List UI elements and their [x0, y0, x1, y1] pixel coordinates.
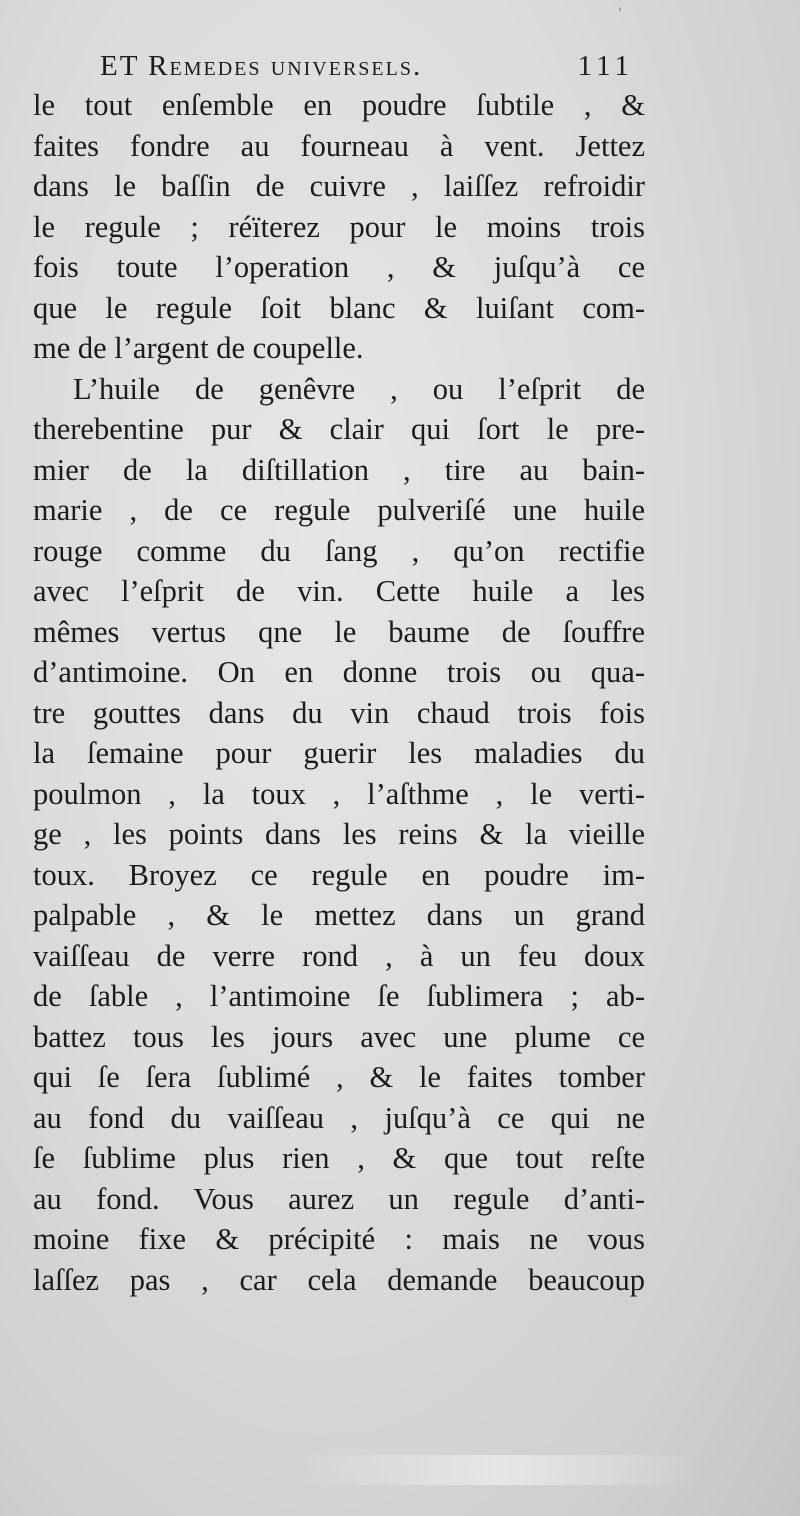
text-line: tre gouttes dans du vin chaud trois fois	[33, 695, 645, 730]
text-line: poulmon , la toux , l’aſthme , le verti-	[33, 776, 645, 811]
text-line: fois toute l’operation , & juſqu’à ce	[33, 250, 645, 284]
text-line: palpable , & le mettez dans un grand	[33, 898, 645, 932]
text-line: mêmes vertus qne le baume de ſouffre	[33, 614, 645, 649]
text-line: rouge comme du ſang , qu’on rectifie	[33, 533, 645, 568]
text-line: de ſable , l’antimoine ſe ſublimera ; ab-	[33, 979, 645, 1013]
running-head-title: ET Remedes universels.	[100, 50, 423, 82]
text-line: vaiſſeau de verre rond , à un feu doux	[33, 938, 645, 973]
page-number: 111	[577, 50, 634, 82]
text-line: d’antimoine. On en donne trois ou qua-	[33, 655, 645, 689]
text-line: ge , les points dans les reins & la vieille	[33, 817, 645, 851]
text-line: ſe ſublime plus rien , & que tout reſte	[33, 1141, 645, 1175]
text-line: moine fixe & précipité : mais ne vous	[33, 1222, 645, 1256]
text-line: mier de la diſtillation , tire au bain-	[33, 452, 645, 487]
text-line: avec l’eſprit de vin. Cette huile a les	[33, 574, 645, 608]
text-line: que le regule ſoit blanc & luiſant com-	[33, 290, 645, 325]
text-line: dans le baſſin de cuivre , laiſſez refroidir	[33, 169, 645, 203]
text-line: toux. Broyez ce regule en poudre im-	[33, 857, 645, 892]
text-line: laſſez pas , car cela demande beaucoup	[33, 1262, 645, 1297]
text-line: faites fondre au fourneau à vent. Jettez	[33, 128, 645, 163]
text-line: la ſemaine pour guerir les maladies du	[33, 736, 645, 770]
running-head	[100, 50, 640, 90]
text-line: le regule ; réïterez pour le moins trois	[33, 209, 645, 244]
text-line: au fond du vaiſſeau , juſqu’à ce qui ne	[33, 1100, 645, 1135]
text-line: therebentine pur & clair qui ſort le pre-	[33, 412, 645, 446]
text-line: au fond. Vous aurez un regule d’anti-	[33, 1181, 645, 1216]
body-text	[33, 85, 645, 1300]
text-line: le tout enſemble en poudre ſubtile , &	[33, 88, 645, 122]
text-line: qui ſe ſera ſublimé , & le faites tomber	[33, 1060, 645, 1094]
text-line: L’huile de genêvre , ou l’eſprit de	[73, 371, 645, 406]
text-line: battez tous les jours avec une plume ce	[33, 1019, 645, 1054]
text-line: marie , de ce regule pulveriſé une huile	[33, 493, 645, 527]
paper-smudge	[300, 1455, 700, 1485]
text-line: me de l’argent de coupelle.	[33, 331, 364, 365]
corner-mark: '	[618, 6, 622, 22]
